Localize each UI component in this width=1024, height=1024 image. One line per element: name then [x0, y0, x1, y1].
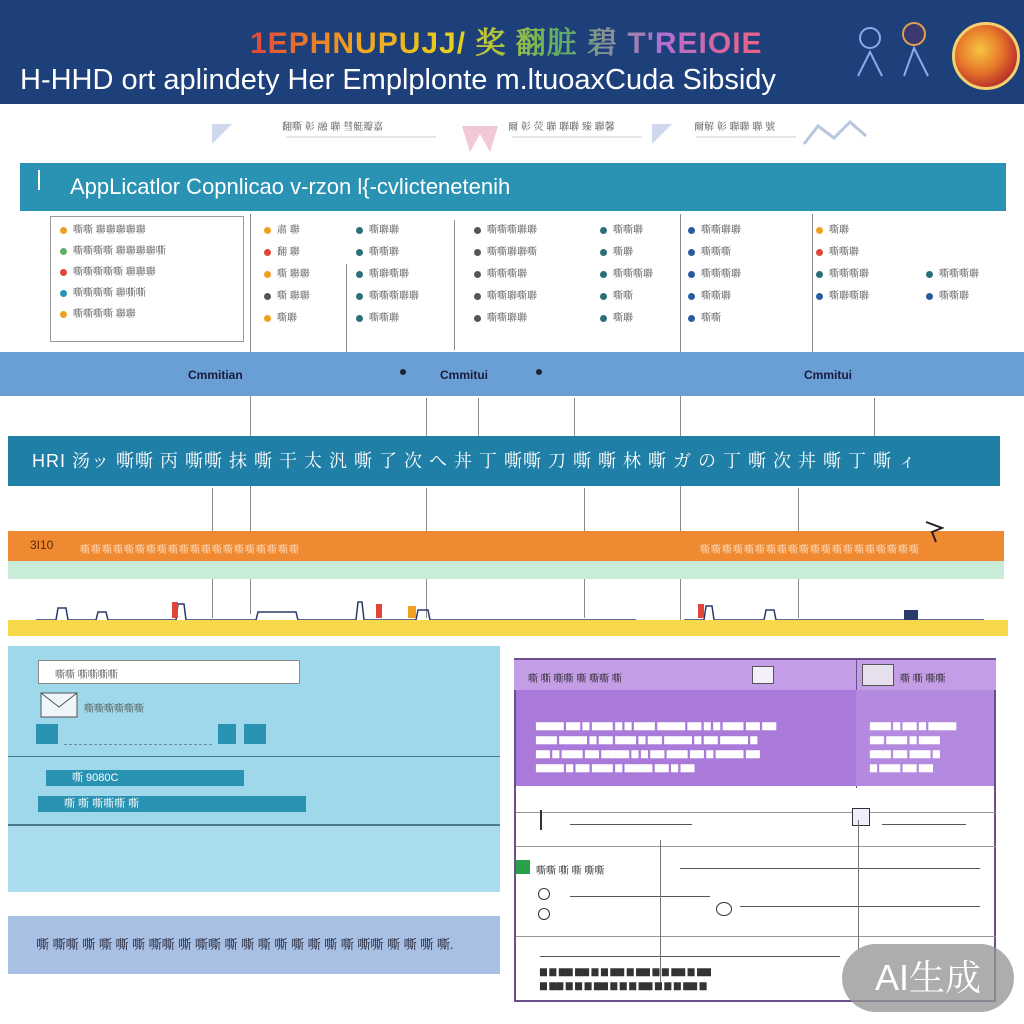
list-item	[356, 308, 419, 330]
list-item	[356, 264, 419, 286]
status-icon	[516, 860, 530, 874]
list-item-label: 翻 聯	[277, 247, 300, 258]
list-item-label: 嘶嘶聯	[369, 247, 399, 258]
input-line[interactable]	[740, 906, 980, 907]
checkbox[interactable]	[244, 724, 266, 744]
list-item-label: 嘶聯	[277, 313, 297, 324]
list-item	[60, 304, 166, 325]
text-line: ▆▆▆ ▆▆▆▆ ▆ ▆▆ ▆▆▆ ▆ ▆▆ ▆▆▆▆ ▆ ▆▆ ▆▆▆▆ ▆	[536, 734, 758, 744]
band-label: Cmmitian	[188, 368, 243, 382]
list-item-label: 嘶嘶	[701, 313, 721, 324]
list-item	[926, 286, 979, 308]
divider-band	[8, 561, 1004, 579]
list-item-label: 嘶嘶嘶嘶 聯聯	[73, 309, 136, 320]
field-bar[interactable]: 嘶 9080C	[46, 770, 244, 786]
list-item-label: 嘶嘶	[613, 291, 633, 302]
list-item-label: 嘶嘶嘶聯	[613, 269, 653, 280]
list-item-label: 嘶聯	[829, 225, 849, 236]
timeline-row: 嘶嘶嘶嘶嘶嘶嘶嘶嘶嘶嘶嘶嘶嘶嘶嘶嘶嘶嘶嘶	[700, 545, 920, 556]
list-item-label: 肅 聯	[277, 225, 300, 236]
form-row-line	[516, 812, 996, 813]
field-box[interactable]	[752, 666, 774, 684]
form-line: 嘶嘶嘶嘶嘶嘶	[84, 704, 144, 715]
divider	[8, 756, 500, 757]
form-header-label: 嘶 嘶 嘶嘶 嘶 嘶嘶 嘶	[528, 674, 622, 685]
cartoon-icon	[848, 16, 944, 82]
form-footer-note: 嘶 嘶嘶 嘶 嘶 嘶 嘶 嘶嘶 嘶 嘶嘶 嘶 嘶 嘶 嘶 嘶 嘶 嘶 嘶 嘶嘶 嘶 嘶 嘶 嘶.	[8, 916, 500, 974]
connector-line	[574, 398, 575, 436]
form-row-line	[516, 936, 996, 937]
emblem-icon	[952, 22, 1020, 90]
text-line: ▆▆ ▆▆▆ ▆ ▆▆▆	[870, 734, 940, 744]
page-title: 1EPHNUPUJJ/ 奖 翻脏 碧 T'REIOIE	[250, 18, 763, 62]
text-field[interactable]	[38, 660, 300, 684]
list-item-label: 嘶 聯聯	[277, 269, 310, 280]
row-marker	[540, 810, 542, 830]
list-column-a	[60, 220, 166, 325]
list-item	[474, 264, 537, 286]
list-item-label: 嘶嘶聯聯	[701, 225, 741, 236]
list-item-label: 嘶嘶聯嘶聯	[487, 291, 537, 302]
category-band	[0, 352, 1024, 396]
list-item	[688, 264, 741, 286]
list-item-label: 嘶嘶嘶聯聯	[487, 225, 537, 236]
progress-band	[8, 620, 1008, 636]
list-item	[600, 264, 653, 286]
list-column-c	[356, 220, 419, 330]
list-item	[474, 220, 537, 242]
list-item	[688, 220, 741, 242]
list-item	[600, 220, 653, 242]
list-column-g	[816, 220, 869, 308]
list-item	[264, 242, 310, 264]
list-item-label: 嘶聯嘶聯	[369, 269, 409, 280]
chart-icon	[800, 118, 870, 153]
intro-col-2: 爾 彰 荧 聯 聯聯 臻 聯馨	[508, 122, 615, 133]
text-line: ▆ ▆▆ ▆ ▆ ▆ ▆▆ ▆ ▆ ▆ ▆▆ ▆ ▆ ▆ ▆▆ ▆	[540, 980, 707, 990]
list-column-h	[926, 264, 979, 308]
list-item-label: 嘶嘶嘶聯	[829, 269, 869, 280]
list-item	[356, 242, 419, 264]
list-item	[356, 220, 419, 242]
input-line[interactable]	[64, 724, 212, 745]
text-line: ▆ ▆ ▆▆ ▆▆ ▆ ▆ ▆▆ ▆ ▆▆ ▆ ▆ ▆▆ ▆ ▆▆	[540, 966, 711, 976]
input-line[interactable]	[570, 824, 692, 825]
list-column-e	[600, 220, 653, 330]
list-item-label: 嘶 聯聯	[277, 291, 310, 302]
list-item-label: 嘶嘶聯	[829, 247, 859, 258]
list-item	[816, 286, 869, 308]
list-item-label: 嘶嘶聯聯	[487, 313, 527, 324]
envelope-icon	[40, 692, 78, 718]
list-item	[688, 286, 741, 308]
list-item	[264, 220, 310, 242]
list-item	[926, 264, 979, 286]
side-header-label: 嘶 嘶 嘶嘶	[900, 674, 946, 685]
list-item	[60, 262, 166, 283]
photo-box[interactable]	[862, 664, 894, 686]
flag-icon	[210, 122, 234, 151]
list-item	[264, 264, 310, 286]
list-item	[816, 264, 869, 286]
list-item	[816, 220, 869, 242]
flag-icon	[650, 122, 674, 151]
banner-tick	[38, 170, 40, 190]
input-line[interactable]	[882, 824, 966, 825]
list-item-label: 嘶嘶聯聯嘶	[487, 247, 537, 258]
list-item-label: 嘶聯	[613, 313, 633, 324]
section-header-process	[8, 436, 1000, 486]
text-line: ▆▆▆ ▆▆ ▆▆▆ ▆	[870, 748, 940, 758]
text-line: ▆ ▆▆▆ ▆▆ ▆▆	[870, 762, 933, 772]
list-item-label: 嘶嘶 聯聯聯聯聯	[73, 225, 146, 236]
text-line: ▆▆ ▆ ▆▆▆ ▆▆ ▆▆▆▆ ▆ ▆ ▆▆ ▆▆▆ ▆▆ ▆ ▆▆▆▆ ▆▆	[536, 748, 760, 758]
list-item-label: 嘶聯聯	[369, 225, 399, 236]
checkbox[interactable]	[36, 724, 58, 744]
form-row-label: 嘶嘶 嘶 嘶 嘶嘶	[536, 866, 605, 877]
list-item	[264, 308, 310, 330]
intro-rule	[696, 136, 796, 138]
form-sidebar	[856, 690, 994, 786]
connector-line	[454, 220, 455, 350]
band-label: Cmmitui	[440, 368, 488, 382]
list-item	[474, 242, 537, 264]
intro-rule	[512, 136, 642, 138]
input-line[interactable]	[570, 896, 710, 897]
page-subtitle: H-HHD ort aplindety Her Emplplonte m.ltuoaxCuda Sibsidy	[20, 64, 776, 96]
form-row-line	[516, 846, 996, 847]
list-item	[474, 308, 537, 330]
progress-track-icons	[684, 600, 984, 622]
list-item-label: 嘶嘶嘶嘶 聯聯聯聯嘶	[73, 246, 166, 257]
list-item-label: 嘶嘶嘶聯	[701, 269, 741, 280]
intro-rule	[286, 136, 436, 138]
band-dot	[400, 369, 406, 375]
list-column-f	[688, 220, 741, 330]
timeline-row: 嘶嘶嘶嘶嘶嘶嘶嘶嘶嘶嘶嘶嘶嘶嘶嘶嘶嘶嘶嘶	[80, 545, 300, 556]
list-item-label: 嘶聯嘶聯	[829, 291, 869, 302]
list-item	[264, 286, 310, 308]
progress-track-icons	[36, 598, 636, 622]
list-item	[816, 242, 869, 264]
list-item-label: 嘶嘶嘶	[701, 247, 731, 258]
section-title: HRI 汤ッ 嘶嘶 丙 嘶嘶 抹 嘶 干 太 汎 嘶 了 次 へ 丼 丁 嘶嘶 刀 嘶 嘶 林 嘶 ガ の 丁 嘶 次 丼 嘶 丁 嘶 ィ	[32, 451, 918, 471]
form-body	[516, 690, 856, 786]
list-item	[474, 286, 537, 308]
input-line[interactable]	[540, 956, 840, 957]
input-line[interactable]	[680, 868, 980, 869]
radio-button[interactable]	[538, 908, 550, 920]
pin-icon	[924, 520, 944, 549]
text-line: ▆▆▆▆ ▆ ▆▆ ▆▆▆ ▆ ▆▆▆▆ ▆▆ ▆ ▆▆	[536, 762, 695, 772]
list-item	[60, 241, 166, 262]
list-item-label: 嘶嘶嘶聯	[487, 269, 527, 280]
band-label: Cmmitui	[804, 368, 852, 382]
band-dot	[536, 369, 542, 375]
radio-button[interactable]	[538, 888, 550, 900]
connector-line	[478, 398, 479, 436]
list-item-label: 嘶嘶嘶嘶 聯嘶嘶	[73, 288, 146, 299]
radio-button[interactable]	[716, 902, 732, 916]
list-item-label: 嘶嘶嘶聯	[939, 269, 979, 280]
list-column-d	[474, 220, 537, 330]
checkbox[interactable]	[852, 808, 870, 826]
list-item	[688, 308, 741, 330]
list-item-label: 嘶嘶聯	[701, 291, 731, 302]
checkbox[interactable]	[218, 724, 236, 744]
connector-line	[346, 264, 347, 352]
text-line: ▆▆▆ ▆ ▆▆ ▆ ▆▆▆▆	[870, 720, 957, 730]
list-item	[356, 286, 419, 308]
list-item-label: 嘶嘶聯	[613, 225, 643, 236]
connector-line	[874, 398, 875, 436]
list-item	[688, 242, 741, 264]
text-line: ▆▆▆▆ ▆▆ ▆ ▆▆▆ ▆ ▆ ▆▆▆ ▆▆▆▆ ▆▆ ▆ ▆ ▆▆▆ ▆▆ ▆▆	[536, 720, 777, 730]
list-item-label: 嘶嘶聯	[369, 313, 399, 324]
ai-generated-badge: AI生成	[842, 944, 1014, 1012]
list-item-label: 嘶聯	[613, 247, 633, 258]
field-bar[interactable]: 嘶 嘶 嘶嘶嘶 嘶	[38, 796, 306, 812]
form-panel-left-lower	[8, 826, 500, 892]
list-item	[60, 283, 166, 304]
section-header-application	[20, 163, 1006, 211]
list-item	[600, 242, 653, 264]
intro-col-1: 翻嘶 彰 融 聯 彗艇瓣嘉	[282, 122, 384, 133]
connector-line	[812, 214, 813, 352]
list-item	[600, 308, 653, 330]
list-item-label: 嘶嘶嘶嘶嘶 聯聯聯	[73, 267, 156, 278]
timeline-label: 3I10	[30, 538, 54, 552]
list-column-b	[264, 220, 310, 330]
column-divider	[858, 820, 859, 950]
connector-line	[426, 398, 427, 436]
list-item	[60, 220, 166, 241]
section-title: AppLicatlor Copnlicao v-rzon l{-cvlictenetenih	[70, 174, 511, 199]
text-field-value: 嘶嘶 嘶嘶嘶嘶	[55, 670, 118, 681]
list-item-label: 嘶嘶聯	[939, 291, 969, 302]
flag-icon	[460, 124, 500, 159]
list-item-label: 嘶嘶嘶聯聯	[369, 291, 419, 302]
list-item	[600, 286, 653, 308]
intro-col-3: 爾解 彰 聯聯 聯 號	[694, 122, 776, 133]
